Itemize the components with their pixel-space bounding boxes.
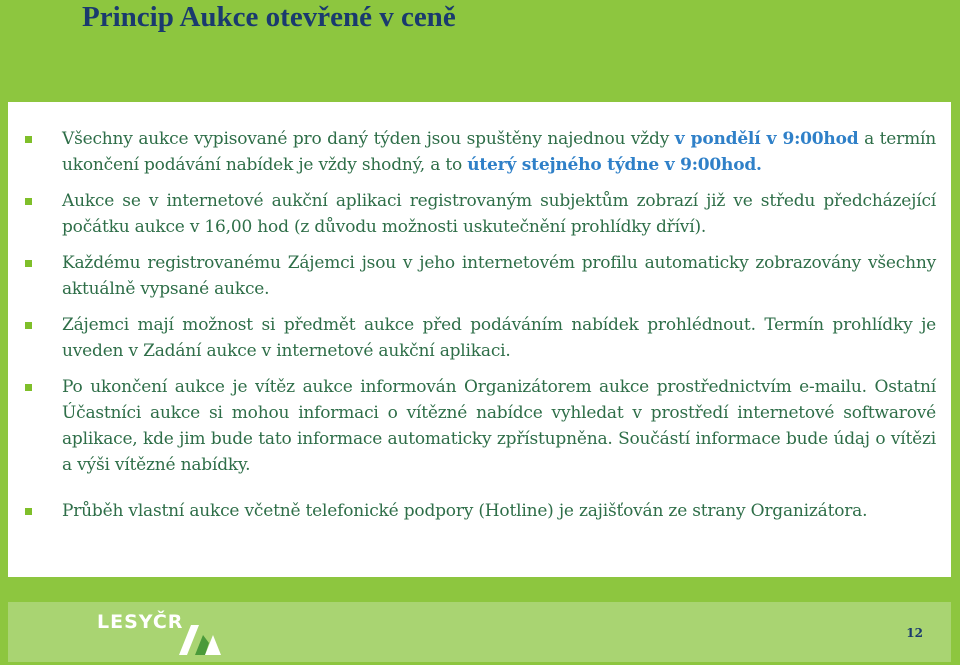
tree-arrow-icon xyxy=(179,621,223,655)
bullet-text: Aukce se v internetové aukční aplikaci registrovaným subjektům zobrazí již ve středu předcházející počátku aukce v 16,00 hod (z důvodu možnosti uskutečnění prohlídky dříví). xyxy=(62,191,936,237)
bullet-text: Každému registrovanému Zájemci jsou v jeho internetovém profilu automaticky zobrazovány všechny aktuálně vypsané aukce. xyxy=(62,253,936,299)
bullet-text: Průběh vlastní aukce včetně telefonické podpory (Hotline) je zajišťován ze strany Organizátora. xyxy=(62,501,868,521)
logo-wordmark: LESYČR xyxy=(97,611,184,633)
square-bullet-icon xyxy=(25,508,32,515)
bullet-text: a termín ukončení podávání nabídek je vždy shodný, a to xyxy=(62,129,936,175)
content-panel xyxy=(8,102,951,577)
highlight-text: úterý stejného týdne v 9:00hod. xyxy=(467,155,762,175)
bullet-list xyxy=(62,126,936,534)
square-bullet-icon xyxy=(25,136,32,143)
footer-band xyxy=(8,602,951,662)
bullet-item xyxy=(62,498,936,524)
highlight-text: v pondělí v 9:00hod xyxy=(674,129,859,149)
lesy-cr-logo xyxy=(97,611,237,653)
bullet-text: Zájemci mají možnost si předmět aukce před podáváním nabídek prohlédnout. Termín prohlídky je uveden v Zadání aukce v internetové aukční aplikaci. xyxy=(62,315,936,361)
slide-title: Princip Aukce otevřené v ceně xyxy=(82,1,456,33)
square-bullet-icon xyxy=(25,198,32,205)
square-bullet-icon xyxy=(25,260,32,267)
square-bullet-icon xyxy=(25,322,32,329)
bullet-item xyxy=(62,312,936,364)
bullet-item xyxy=(62,250,936,302)
square-bullet-icon xyxy=(25,384,32,391)
bullet-item xyxy=(62,126,936,178)
bullet-item xyxy=(62,188,936,240)
bullet-item xyxy=(62,374,936,478)
bullet-text: Všechny aukce vypisované pro daný týden jsou spuštěny najednou vždy xyxy=(62,129,675,149)
page-number: 12 xyxy=(906,626,923,640)
bullet-text: Po ukončení aukce je vítěz aukce informován Organizátorem aukce prostřednictvím e-mailu. Ostatní Účastníci aukce si mohou informaci o vítězné nabídce vyhledat v prostředí internetové softwarové aplikace, kde jim bude tato informace automaticky zpřístupněna. Součástí informace bude údaj o vítězi a výši vítězné nabídky. xyxy=(62,377,936,475)
